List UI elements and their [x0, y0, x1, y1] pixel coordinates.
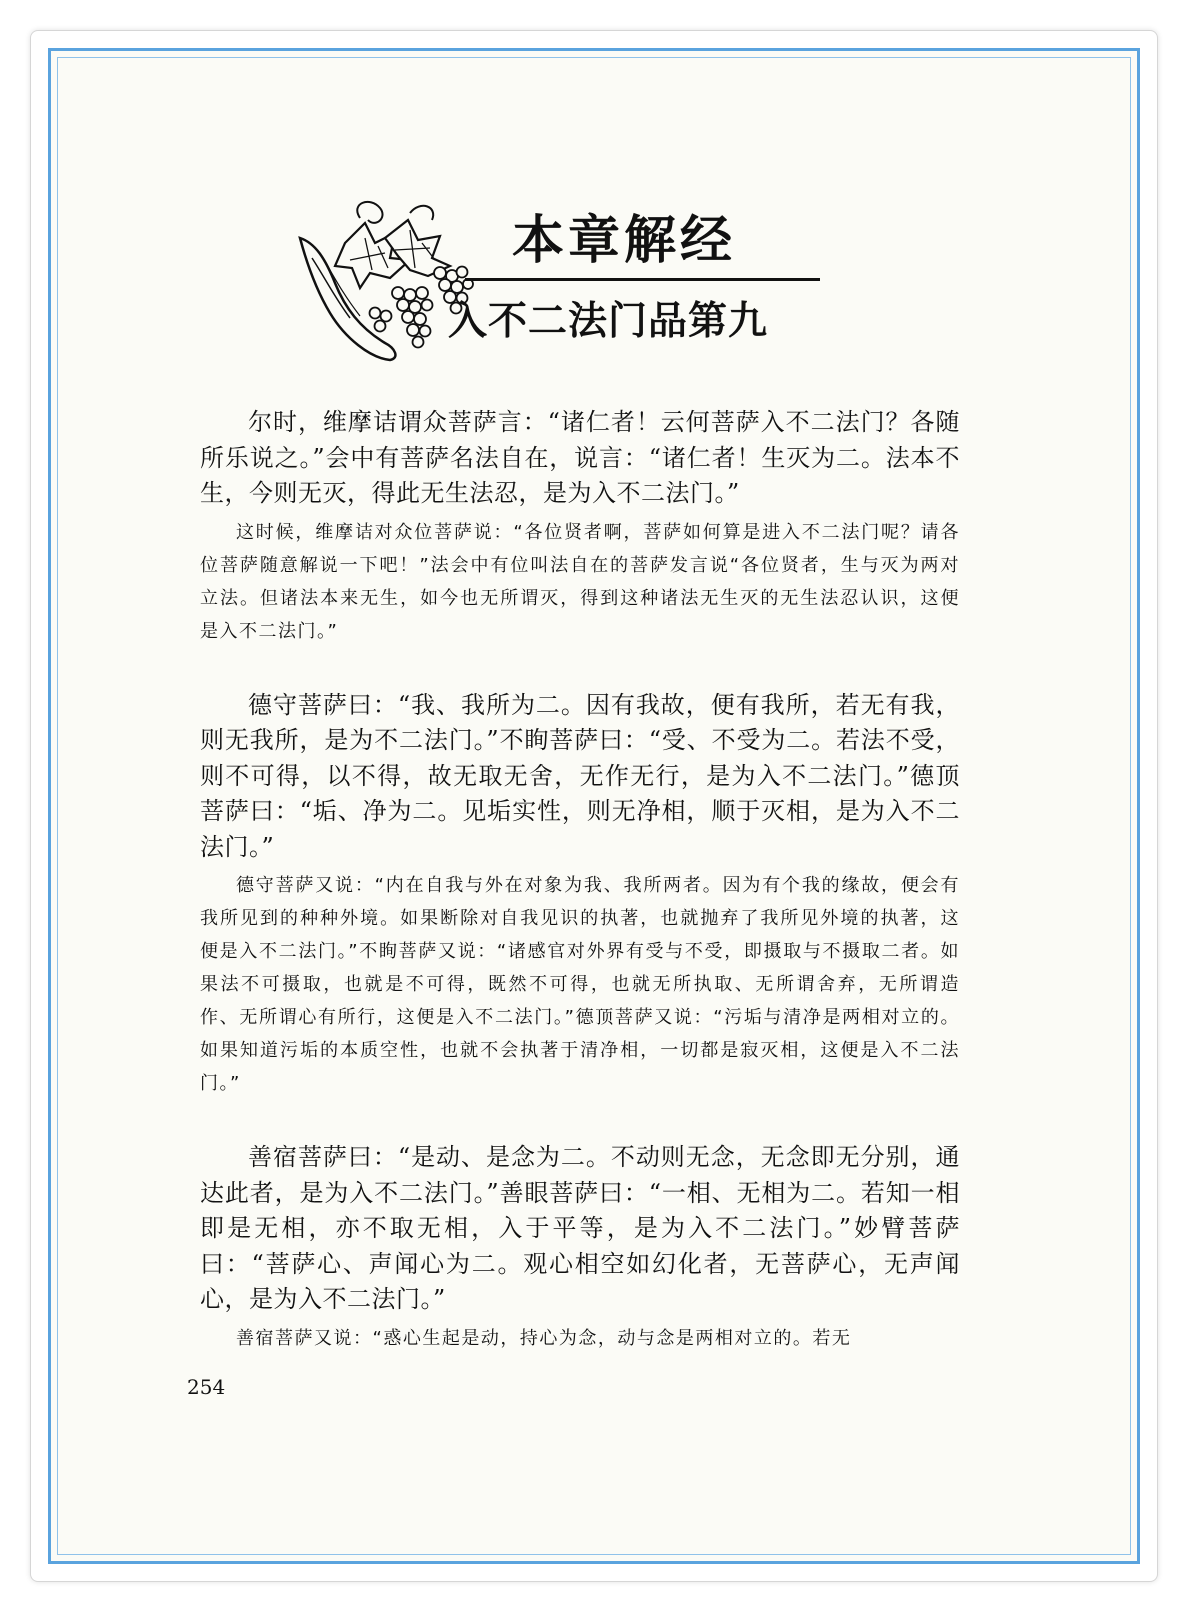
scripture-paragraph: 尔时，维摩诘谓众菩萨言：“诸仁者！云何菩萨入不二法门？各随所乐说之。”会中有菩萨名法自在，说言：“诸仁者！生灭为二。法本不生，今则无灭，得此无生法忍，是为入不二法门。” [200, 408, 960, 507]
translation-paragraph: 德守菩萨又说：“内在自我与外在对象为我、我所两者。因为有个我的缘故，便会有我所见到的种种外境。如果断除对自我见识的执著，也就抛弃了我所见外境的执著，这便是入不二法门。”不眴菩萨又说：“诸感官对外界有受与不受，即摄取与不摄取二者。如果法不可摄取，也就是不可得，既然不可得，也就无所执取、无所谓舍弃，无所谓造作、无所谓心有所行，这便是入不二法门。”德顶菩萨又说：“污垢与清净是两相对立的。如果知道污垢的本质空性，也就不会执著于清净相，一切都是寂灭相，这便是入不二法门。” [200, 875, 960, 1094]
paragraph-gap [200, 648, 960, 688]
chapter-subtitle: 入不二法门品第九 [448, 299, 769, 344]
scripture-paragraph: 德守菩萨曰：“我、我所为二。因有我故，便有我所，若无有我，则无我所，是为不二法门。”不眴菩萨曰：“受、不受为二。若法不受，则不可得，以不得，故无取无舍，无作无行，是为入不二法门。”德顶菩萨曰：“垢、净为二。见垢实性，则无净相，顺于灭相，是为入不二法门。” [200, 690, 960, 861]
chapter-title: 本章解经 [512, 210, 737, 271]
scripture-paragraph: 善宿菩萨曰：“是动、是念为二。不动则无念，无念即无分别，通达此者，是为入不二法门。”善眼菩萨曰：“一相、无相为二。若知一相即是无相，亦不取无相，入于平等，是为入不二法门。”妙臂菩萨曰：“菩萨心、声闻心为二。观心相空如幻化者，无菩萨心，无声闻心，是为入不二法门。” [200, 1143, 960, 1313]
paragraph-gap [200, 1100, 960, 1140]
translation-paragraph: 善宿菩萨又说：“惑心生起是动，持心为念，动与念是两相对立的。若无 [236, 1327, 852, 1349]
translation-paragraph: 这时候，维摩诘对众位菩萨说：“各位贤者啊，菩萨如何算是进入不二法门呢？请各位菩萨随意解说一下吧！”法会中有位叫法自在的菩萨发言说“各位贤者，生与灭为两对立法。但诸法本来无生，如今也无所谓灭，得到这种诸法无生灭的无生法忍认识，这便是入不二法门。” [200, 521, 960, 642]
title-divider [465, 278, 820, 281]
chapter-header [290, 190, 850, 370]
page-number: 254 [187, 1375, 226, 1399]
body-text [200, 405, 960, 1355]
